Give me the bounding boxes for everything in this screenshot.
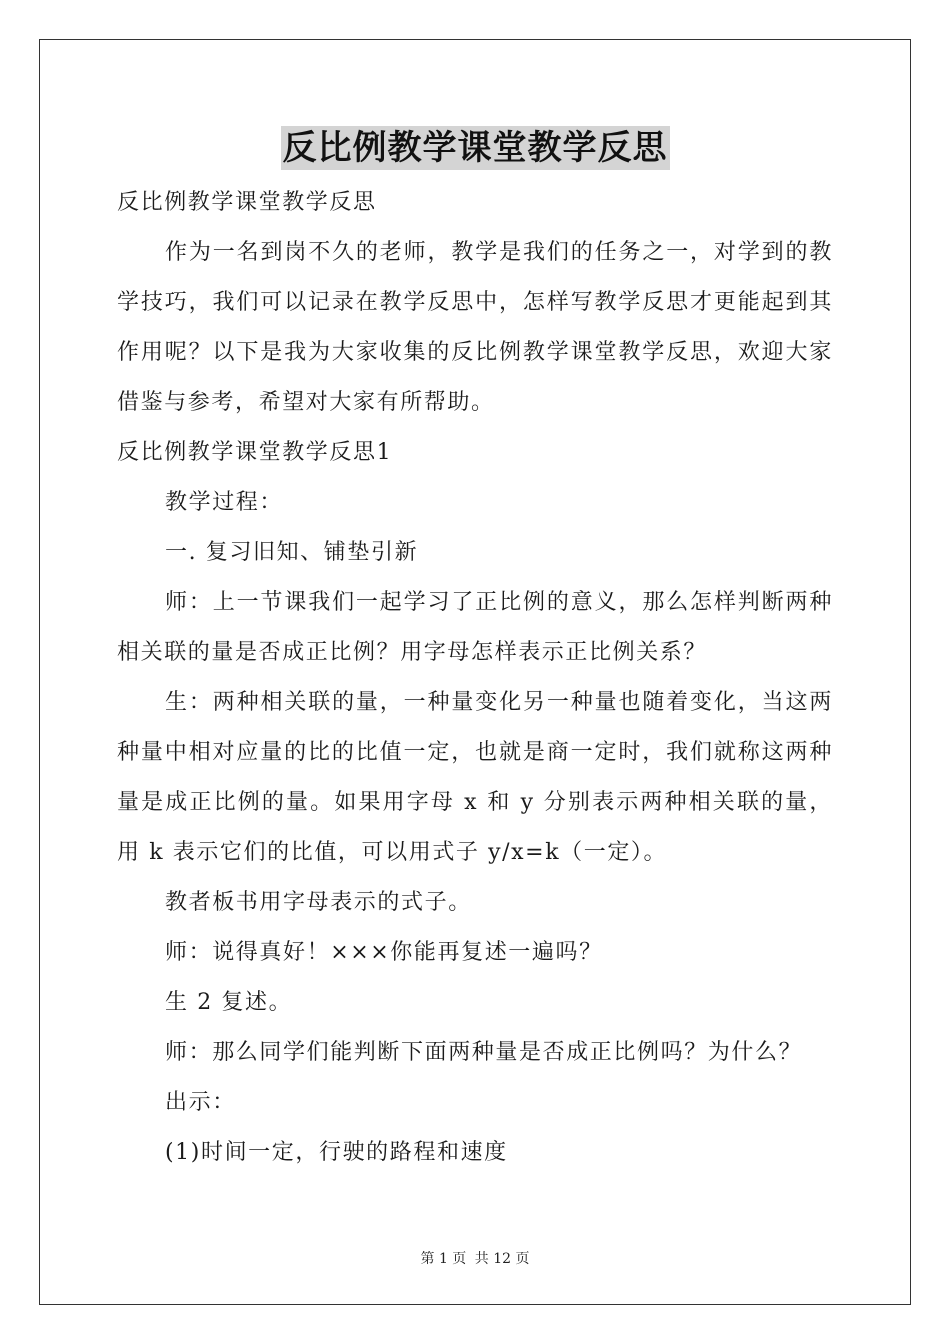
section-heading: 反比例教学课堂教学反思1 (117, 440, 393, 465)
page-total: 共 12 页 (474, 1251, 530, 1267)
document-title: 反比例教学课堂教学反思 (282, 128, 668, 168)
page-footer (0, 1248, 950, 1268)
page-number: 第 1 页 (420, 1251, 467, 1267)
intro-paragraph: 作为一名到岗不久的老师，教学是我们的任务之一，对学到的教学技巧，我们可以记录在教学反思中，怎样写教学反思才更能起到其作用呢？以下是我为大家收集的反比例教学课堂教学反思，欢迎大家借鉴与参考，希望对大家有所帮助。 (117, 240, 833, 415)
student-answer-1: 生：两种相关联的量，一种量变化另一种量也随着变化，当这两种量中相对应量的比的比值一定，也就是商一定时，我们就称这两种量是成正比例的量。如果用字母 x 和 y 分别表示两种相关联的量，用 k 表示它们的比值，可以用式子 y/x=k（一定）。 (117, 690, 833, 865)
teacher-question-1: 师：上一节课我们一起学习了正比例的意义，那么怎样判断两种相关联的量是否成正比例？用字母怎样表示正比例关系？ (117, 590, 833, 665)
teacher-question-3: 师：那么同学们能判断下面两种量是否成正比例吗？为什么？ (165, 1040, 803, 1065)
show-label: 出示： (165, 1090, 236, 1115)
step-one-heading: 一. 复习旧知、铺垫引新 (165, 540, 419, 565)
process-label: 教学过程： (165, 490, 284, 515)
document-body (117, 178, 833, 1178)
list-item: (1)时间一定，行驶的路程和速度 (165, 1140, 508, 1165)
title-container (0, 126, 950, 170)
student-2-line: 生 2 复述。 (165, 990, 293, 1015)
teacher-question-2: 师：说得真好！×××你能再复述一遍吗？ (165, 940, 603, 965)
subtitle: 反比例教学课堂教学反思 (117, 190, 377, 215)
board-note: 教者板书用字母表示的式子。 (165, 890, 472, 915)
